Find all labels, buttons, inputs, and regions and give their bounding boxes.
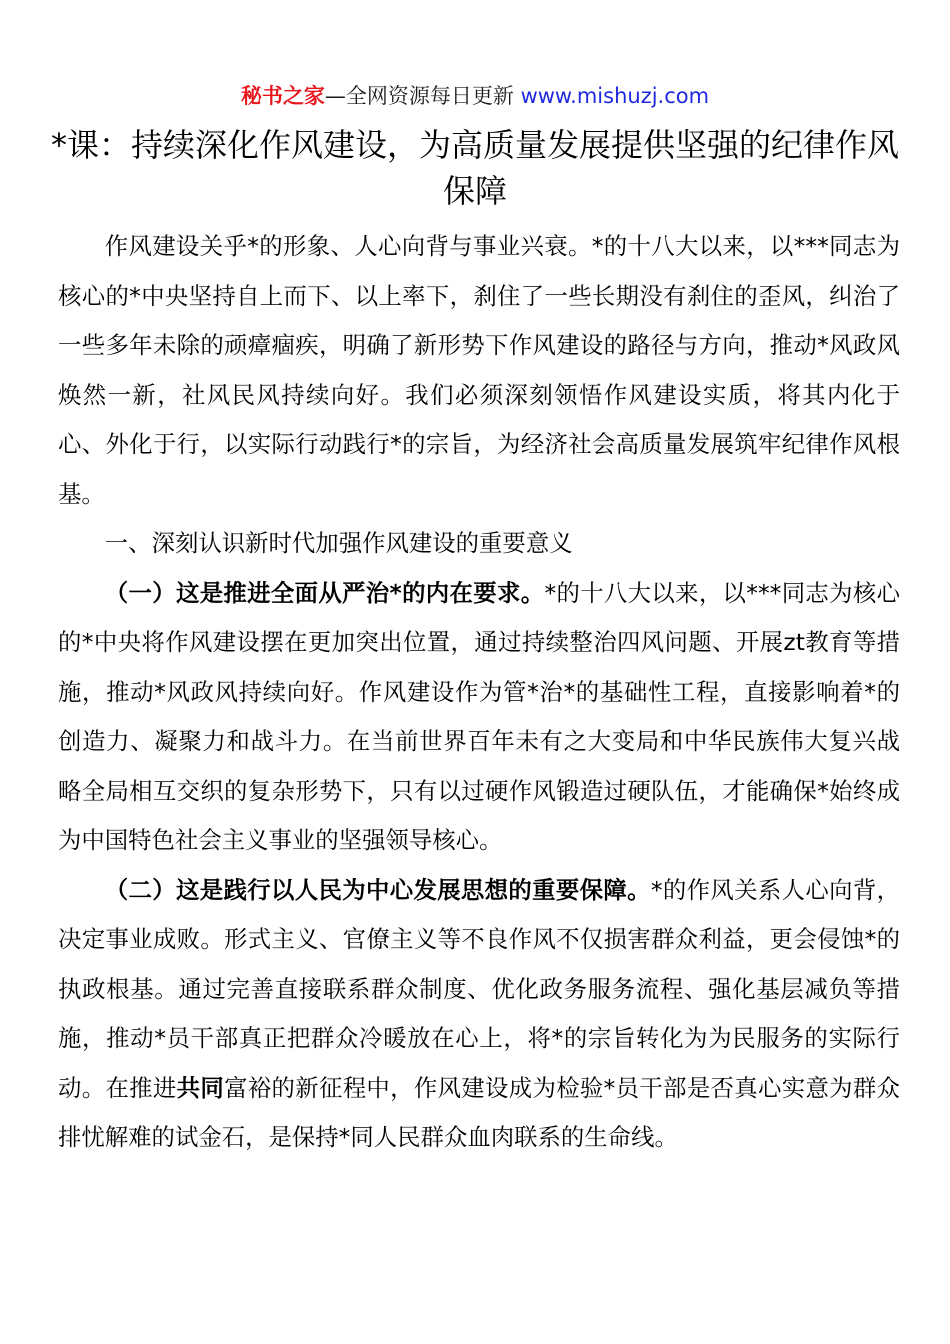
paragraph-2-emphasis: 共同 [176,1073,225,1102]
banner-slogan: —全网资源每日更新 [324,84,521,108]
paragraph-1 [58,569,900,866]
paragraph-2-text-b: 富裕的新征程中，作风建设成为检验*员干部是否真心实意为群众排忧解难的试金石，是保持*同人民群众血肉联系的生命线。 [58,1073,901,1151]
intro-paragraph: 作风建设关乎*的形象、人心向背与事业兴衰。*的十八大以来，以***同志为核心的*中央坚持自上而下、以上率下，刹住了一些长期没有刹住的歪风，纠治了一些多年未除的顽瘴痼疾，明确了新形势下作风建设的路径与方向，推动*风政风焕然一新，社风民风持续向好。我们必须深刻领悟作风建设实质，将其内化于心、外化于行，以实际行动践行*的宗旨，为经济社会高质量发展筑牢纪律作风根基。 [58,232,900,508]
site-url[interactable]: www.mishuzj.com [520,84,710,108]
site-banner [0,78,950,114]
paragraph-2-text-a: *的作风关系人心向背，决定事业成败。形式主义、官僚主义等不良作风不仅损害群众利益，更会侵蚀*的执政根基。通过完善直接联系群众制度、优化政务服务流程、强化基层减负等措施，推动*员干部真正把群众冷暖放在心上，将*的宗旨转化为为民服务的实际行动。在推进 [58,875,900,1102]
section-heading: 一、深刻认识新时代加强作风建设的重要意义 [104,529,573,557]
paragraph-1-lead: （一）这是推进全面从严治*的内在要求。 [104,578,545,607]
document-body [58,222,900,1163]
brand-name: 秘书之家 [240,84,325,108]
document-title: *课：持续深化作风建设，为高质量发展提供坚强的纪律作风保障 [50,126,899,210]
paragraph-2-lead: （二）这是践行以人民为中心发展思想的重要保障。 [104,875,651,904]
paragraph-2 [58,866,900,1163]
paragraph-1-text: *的十八大以来，以***同志为核心的*中央将作风建设摆在更加突出位置，通过持续整治四风问题、开展zt教育等措施，推动*风政风持续向好。作风建设作为管*治*的基础性工程，直接影响着*的创造力、凝聚力和战斗力。在当前世界百年未有之大变局和中华民族伟大复兴战略全局相互交织的复杂形势下，只有以过硬作风锻造过硬队伍，才能确保*始终成为中国特色社会主义事业的坚强领导核心。 [58,578,900,854]
